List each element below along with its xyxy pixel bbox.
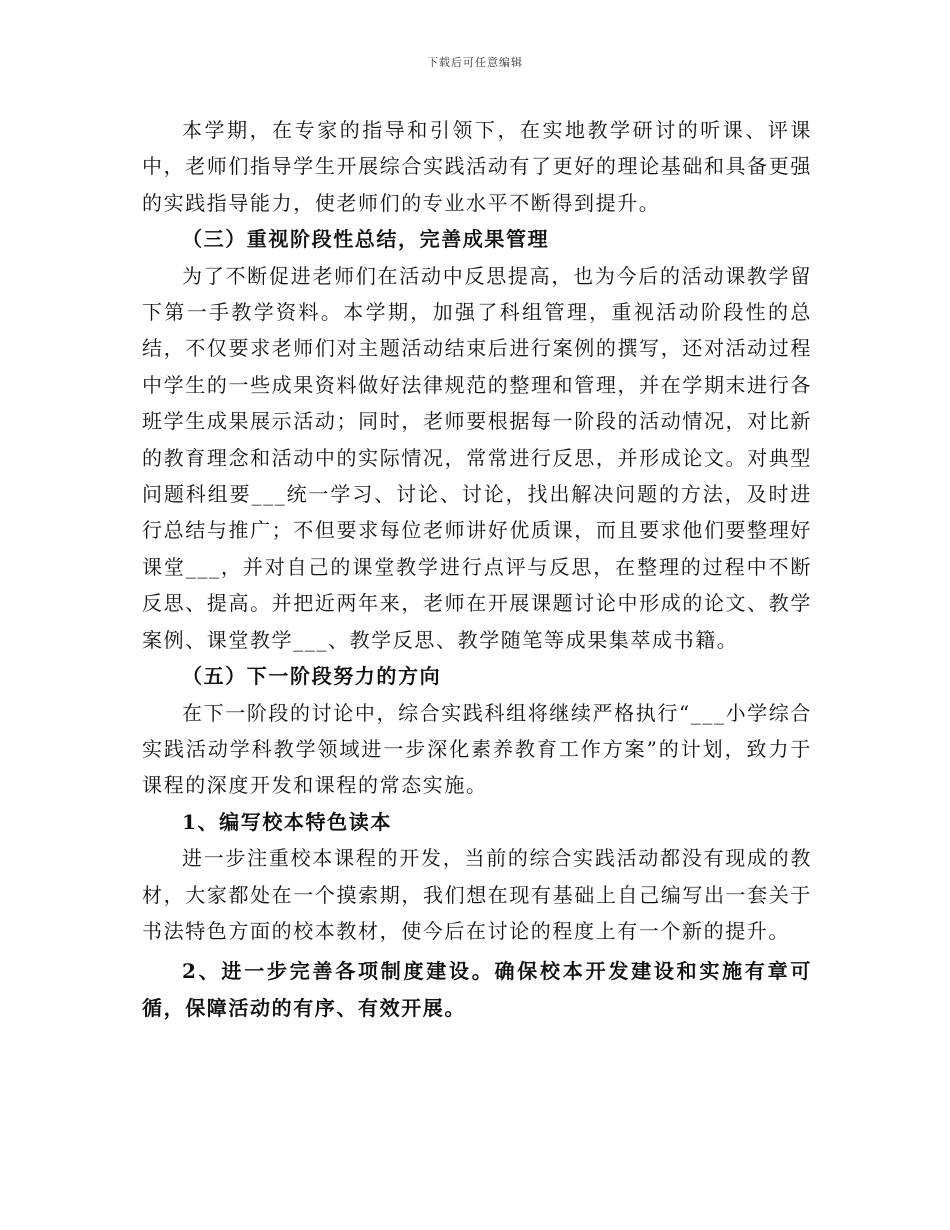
paragraph-expert-guidance: 本学期，在专家的指导和引领下，在实地教学研讨的听课、评课中，老师们指导学生开展综合实践活动有了更好的理论基础和具备更强的实践指导能力，使老师们的专业水平不断得到提升。	[142, 118, 812, 215]
paragraph-next-phase: 在下一阶段的讨论中，综合实践科组将继续严格执行“___小学综合实践活动学科教学领域进一步深化素养教育工作方案”的计划，致力于课程的深度开发和课程的常态实施。	[142, 700, 812, 798]
paragraph-results-management: 为了不断促进老师们在活动中反思提高，也为今后的活动课教学留下第一手教学资料。本学期，加强了科组管理，重视活动阶段性的总结，不仅要求老师们对主题活动结束后进行案例的撰写，还对活动过程中学生的一些成果资料做好法律规范的整理和管理，并在学期末进行各班学生成果展示活动；同时，老师要根据每一阶段的活动情况，对比新的教育理念和活动中的实际情况，常常进行反思，并形成论文。对典型问题科组要___统一学习、讨论、讨论，找出解决问题的方法，及时进行总结与推广；不但要求每位老师讲好优质课，而且要求他们要整理好课堂___，并对自己的课堂教学进行点评与反思，在整理的过程中不断反思、提高。并把近两年来，老师在开展课题讨论中形成的论文、教学案例、课堂教学___、教学反思、教学随笔等成果集萃成书籍。	[142, 263, 812, 652]
section-heading-summary: （三）重视阶段性总结，完善成果管理	[182, 227, 550, 252]
subheading-textbook: 1、编写校本特色读本	[182, 809, 392, 834]
page-header: 下载后可任意编辑	[427, 56, 523, 69]
document-body	[142, 112, 812, 1026]
paragraph-textbook: 进一步注重校本课程的开发，当前的综合实践活动都没有现成的教材，大家都处在一个摸索期，我们想在现有基础上自己编写出一套关于书法特色方面的校本教材，使今后在讨论的程度上有一个新的提升。	[142, 846, 812, 943]
paragraph-system-building: 2、进一步完善各项制度建设。确保校本开发建设和实施有章可循，保障活动的有序、有效开展。	[142, 959, 812, 1020]
section-heading-next-phase: （五）下一阶段努力的方向	[182, 664, 442, 689]
